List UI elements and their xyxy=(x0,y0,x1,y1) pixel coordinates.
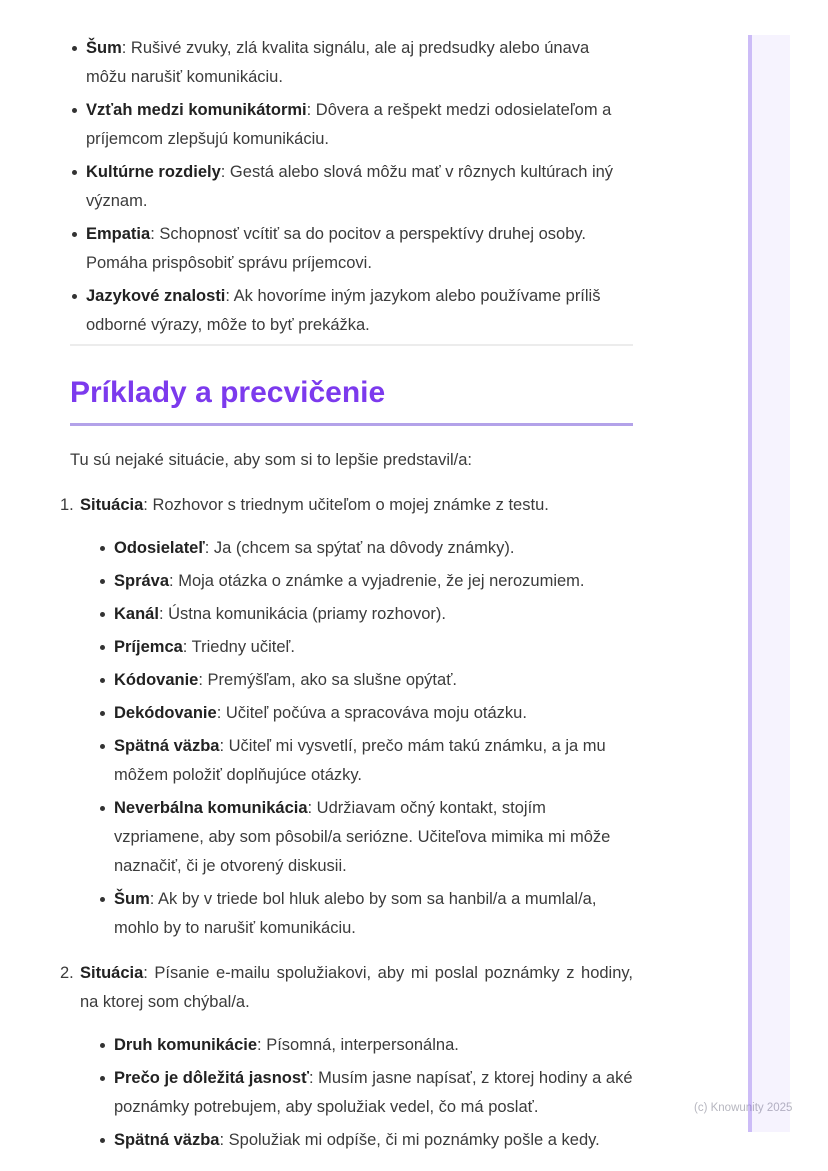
bullet-icon xyxy=(100,546,105,551)
term-label: Jazykové znalosti xyxy=(86,287,226,305)
bullet-icon xyxy=(100,1043,105,1048)
term-description: : Musím jasne napísať, z ktorej hodiny a aké poznámky potrebujem, aby spolužiak vedel, čo má poslať. xyxy=(114,1069,633,1116)
bullet-icon xyxy=(100,678,105,683)
list-item-text xyxy=(114,799,610,875)
situation-description: : Rozhovor s triednym učiteľom o mojej známke z testu. xyxy=(143,496,549,514)
situation-block xyxy=(60,491,633,943)
list-item-text xyxy=(114,539,514,557)
term-label: Vzťah medzi komunikátormi xyxy=(86,101,307,119)
list-item xyxy=(98,699,633,728)
term-label: Spätná väzba xyxy=(114,737,220,755)
list-item-text xyxy=(86,163,613,210)
document-content xyxy=(60,34,633,1159)
copyright-note: (c) Knowunity 2025 xyxy=(694,1102,793,1114)
list-item xyxy=(98,534,633,563)
situation-detail-list xyxy=(98,1031,633,1155)
list-item xyxy=(98,1064,633,1122)
situation-term: Situácia xyxy=(80,964,144,982)
list-item-text xyxy=(114,1069,633,1116)
bullet-icon xyxy=(72,294,77,299)
list-item-text xyxy=(114,572,585,590)
term-label: Neverbálna komunikácia xyxy=(114,799,308,817)
bullet-icon xyxy=(100,744,105,749)
term-description: : Premýšľam, ako sa slušne opýtať. xyxy=(198,671,457,689)
bullet-icon xyxy=(72,170,77,175)
term-description: : Triedny učiteľ. xyxy=(182,638,295,656)
list-item xyxy=(98,567,633,596)
term-label: Kanál xyxy=(114,605,159,623)
list-item xyxy=(98,600,633,629)
list-item xyxy=(98,794,633,881)
term-description: : Rušivé zvuky, zlá kvalita signálu, ale aj predsudky alebo únava môžu narušiť komunikáciu. xyxy=(86,39,590,86)
term-label: Kódovanie xyxy=(114,671,199,689)
bullet-icon xyxy=(100,711,105,716)
list-item xyxy=(98,666,633,695)
list-item xyxy=(98,732,633,790)
list-item-text xyxy=(114,638,295,656)
list-item xyxy=(70,282,633,340)
bullet-icon xyxy=(72,108,77,113)
situation-detail-list xyxy=(98,534,633,943)
term-description: : Dôvera a rešpekt medzi odosielateľom a príjemcom zlepšujú komunikáciu. xyxy=(86,101,612,148)
term-description: : Ja (chcem sa spýtať na dôvody známky). xyxy=(204,539,515,557)
list-item xyxy=(70,34,633,92)
bullet-icon xyxy=(100,645,105,650)
term-label: Šum xyxy=(86,39,122,57)
list-item-text xyxy=(86,287,600,334)
list-item xyxy=(98,1126,633,1155)
term-label: Empatia xyxy=(86,225,151,243)
list-item xyxy=(98,885,633,943)
term-description: : Učiteľ mi vysvetlí, prečo mám takú známku, a ja mu môžem položiť doplňujúce otázky. xyxy=(114,737,606,784)
situation-heading xyxy=(60,959,633,1017)
list-item-text xyxy=(114,737,606,784)
section-divider xyxy=(70,344,633,346)
term-label: Dekódovanie xyxy=(114,704,217,722)
list-item-text xyxy=(86,39,589,86)
list-item xyxy=(70,158,633,216)
list-item-text xyxy=(114,1036,459,1054)
situation-number: 2. xyxy=(60,964,74,982)
situations-container xyxy=(60,491,633,1155)
term-description: : Písomná, interpersonálna. xyxy=(257,1036,459,1054)
term-label: Prečo je dôležitá jasnosť xyxy=(114,1069,309,1087)
term-description: : Schopnosť vcítiť sa do pocitov a perspektívy druhej osoby. Pomáha prispôsobiť správu príjemcovi. xyxy=(86,225,586,272)
factors-list xyxy=(70,34,633,340)
term-description: : Učiteľ počúva a spracováva moju otázku. xyxy=(216,704,527,722)
bullet-icon xyxy=(100,897,105,902)
list-item xyxy=(98,633,633,662)
situation-description: : Písanie e-mailu spolužiakovi, aby mi poslal poznámky z hodiny, na ktorej som chýbal/a. xyxy=(80,964,633,1011)
term-description: : Gestá alebo slová môžu mať v rôznych kultúrach iný význam. xyxy=(86,163,614,210)
situation-term: Situácia xyxy=(80,496,144,514)
term-label: Šum xyxy=(114,890,150,908)
intro-paragraph: Tu sú nejaké situácie, aby som si to lepšie predstavil/a: xyxy=(70,451,473,469)
bullet-icon xyxy=(72,46,77,51)
term-description: : Ak by v triede bol hluk alebo by som sa hanbil/a a mumlal/a, mohlo by to narušiť komunikáciu. xyxy=(114,890,597,937)
list-item-text xyxy=(114,890,596,937)
term-label: Správa xyxy=(114,572,170,590)
bullet-icon xyxy=(100,1138,105,1143)
scroll-indicator-strip xyxy=(748,35,790,1132)
term-label: Príjemca xyxy=(114,638,183,656)
bullet-icon xyxy=(100,579,105,584)
bullet-icon xyxy=(72,232,77,237)
bullet-icon xyxy=(100,612,105,617)
bullet-icon xyxy=(100,1076,105,1081)
list-item xyxy=(70,96,633,154)
list-item-text xyxy=(114,605,446,623)
term-description: : Udržiavam očný kontakt, stojím vzpriamene, aby som pôsobil/a seriózne. Učiteľova mimika mi môže naznačiť, či je otvorený diskusii. xyxy=(114,799,611,875)
list-item-text xyxy=(114,671,457,689)
list-item-text xyxy=(86,101,611,148)
list-item-text xyxy=(114,704,527,722)
term-label: Kultúrne rozdiely xyxy=(86,163,221,181)
list-item xyxy=(70,220,633,278)
term-description: : Moja otázka o známke a vyjadrenie, že jej nerozumiem. xyxy=(169,572,585,590)
term-label: Odosielateľ xyxy=(114,539,205,557)
list-item-text xyxy=(114,1131,600,1149)
term-description: : Spolužiak mi odpíše, či mi poznámky pošle a kedy. xyxy=(219,1131,600,1149)
bullet-icon xyxy=(100,806,105,811)
list-item-text xyxy=(86,225,586,272)
term-label: Druh komunikácie xyxy=(114,1036,258,1054)
term-description: : Ak hovoríme iným jazykom alebo používame príliš odborné výrazy, môže to byť prekážka. xyxy=(86,287,601,334)
situation-block xyxy=(60,959,633,1155)
list-item xyxy=(98,1031,633,1060)
situation-number: 1. xyxy=(60,496,74,514)
section-heading: Príklady a precvičenie xyxy=(70,374,633,426)
term-description: : Ústna komunikácia (priamy rozhovor). xyxy=(158,605,446,623)
situation-heading xyxy=(60,491,633,520)
term-label: Spätná väzba xyxy=(114,1131,220,1149)
